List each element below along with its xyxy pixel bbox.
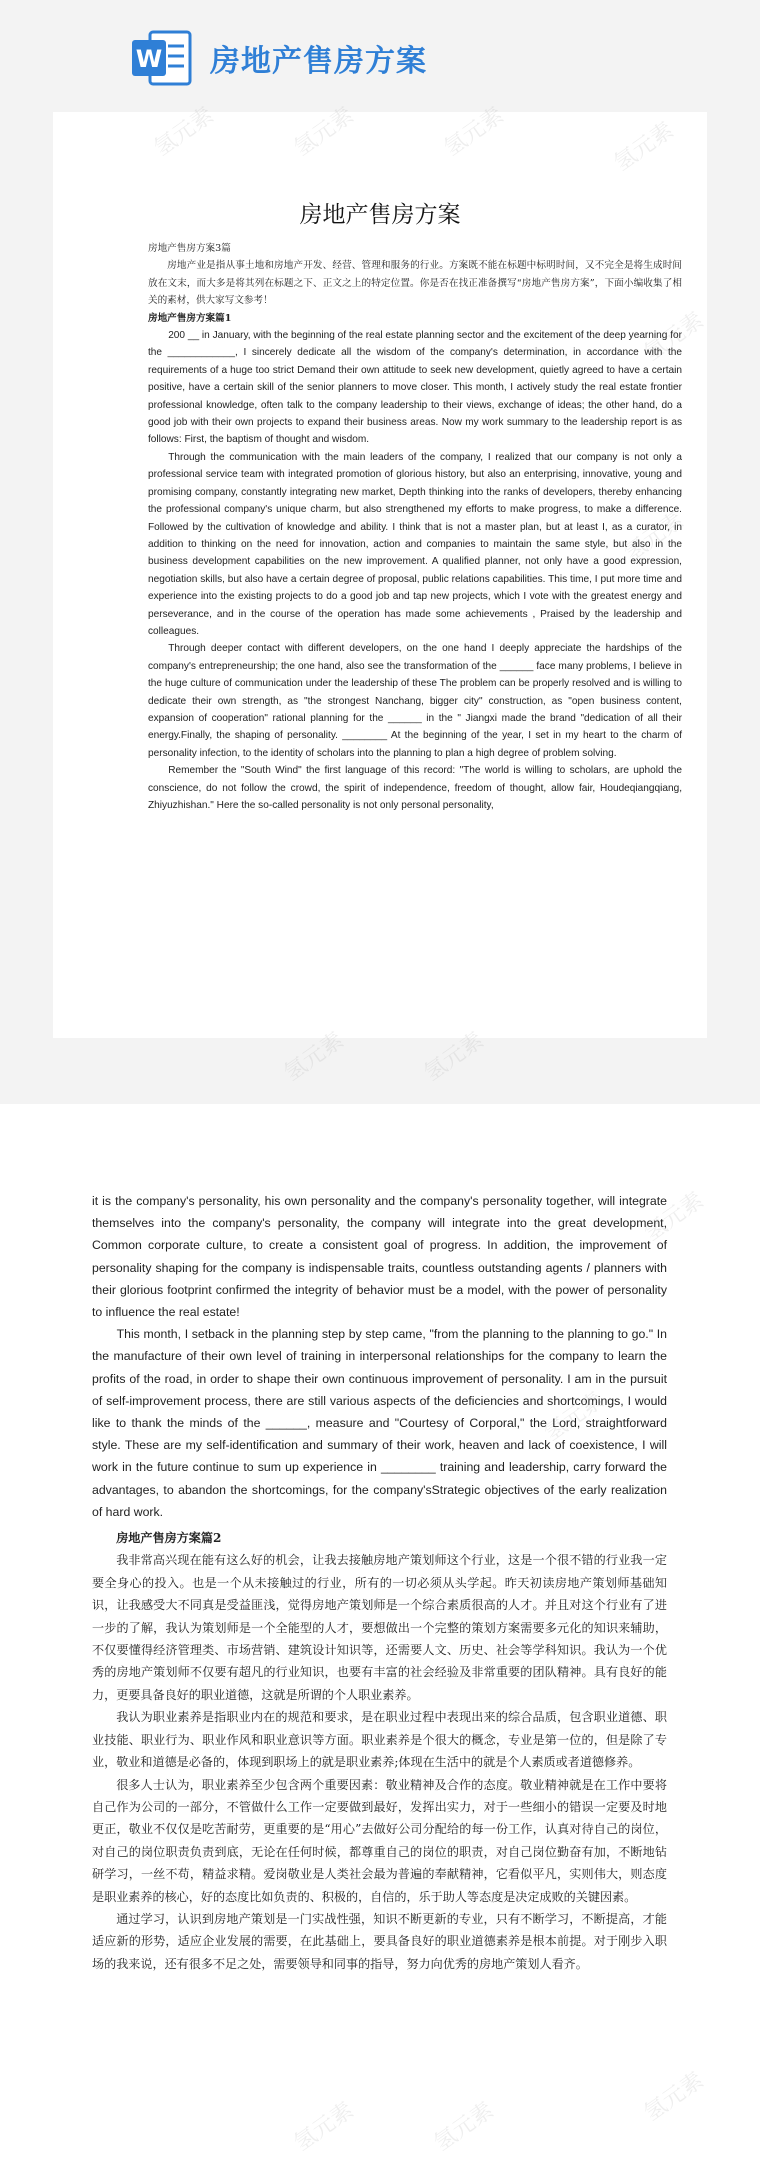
document-banner	[130, 28, 427, 88]
paragraph: Through the communication with the main leaders of the company, I realized that our company is not only a professional service team with integrated promotion of glorious history, but also an enterprising, innovative, young and promising company, constantly integrating new market, Depth thinking into the ranks of developers, thereby enhancing the professional company's unique charm, but also strengthened my efforts to make progress, to make a difference. Followed by the cultivation of knowledge and ability. I think that is not a master plan, but at least I, as a curator, in addition to thinking on the need for innovation, action and companies to maintain the same style, but also in the business development capabilities on the new improvement. A qualified planner, not only have a good expression, negotiation skills, but also have a certain degree of proposal, public relations capabilities. This time, I put more time and experience into the existing projects to do a good job and tap new projects, which I vote with the greatest energy and perseverance, and in the course of the operation has made some achievements , Praised by the leadership and colleagues.	[148, 451, 682, 637]
watermark: 氢元素	[539, 1387, 609, 1447]
word-document-icon	[130, 28, 200, 88]
paragraph: 通过学习，认识到房地产策划是一门实战性强，知识不断更新的专业，只有不断学习，不断提高，才能适应新的形势，适应企业发展的需要，在此基础上，要具备良好的职业道德素养是根本前提。对于刚步入职场的我来说，还有很多不足之处，需要领导和同事的指导，努力向优秀的房地产策划人看齐。	[92, 1911, 667, 1971]
paragraph: 我非常高兴现在能有这么好的机会，让我去接触房地产策划师这个行业，这是一个很不错的行业我一定要全身心的投入。也是一个从未接触过的行业，所有的一切必须从头学起。昨天初读房地产策划师基础知识，让我感受大不同真是受益匪浅，觉得房地产策划师是一个综合素质很高的人才。并且对这个行业有了进一步的了解，我认为策划师是一个全能型的人才，要想做出一个完整的策划方案需要多元化的知识来辅助，不仅要懂得经济管理类、市场营销、建筑设计知识等，还需要人文、历史、社会等学科知识。我认为一个优秀的房地产策划师不仅要有超凡的行业知识，也要有丰富的社会经验及非常重要的团队精神。具有良好的能力，更要具备良好的职业道德，这就是所谓的个人职业素养。	[92, 1553, 667, 1702]
watermark: 氢元素	[289, 2097, 359, 2157]
svg-text:W: W	[135, 45, 163, 73]
document-title: 房地产售房方案	[299, 202, 461, 228]
paragraph: 我认为职业素养是指职业内在的规范和要求，是在职业过程中表现出来的综合品质，包含职业道德、职业技能、职业行为、职业作风和职业意识等方面。职业素养是个很大的概念，专业是第一位的，但是除了专业，敬业和道德是必备的，体现到职场上的就是职业素养;体现在生活中的就是个人素质或者道德修养。	[92, 1710, 667, 1770]
banner-title: 房地产售房方案	[210, 44, 427, 79]
paragraph: Remember the "South Wind" the first language of this record: "The world is willing to scholars, are uphold the conscience, do not follow the crowd, the spirit of independence, freedom of thought, allow fair, Houdeqiangqiang, Zhiyuzhishan." Here the so-called personality is not only personal personality,	[148, 765, 682, 811]
paragraph: 200 __ in January, with the beginning of the real estate planning sector and the excitement of the deep yearning for the ____________, I sincerely dedicate all the wisdom of the company's determination, in accordance with the requirements of a huge too strict Demand their own attitude to seek new development, quietly agreed to have a certain positive, have a certain skill of the senior planners to move closer. This month, I actively study the real estate frontier professional knowledge, often talk to the company leadership to their views, exchange of ideas; the other hand, do a good job with their own projects to expand their business areas. Now my work summary to the leadership report is as follows: First, the baptism of thought and wisdom.	[148, 330, 682, 446]
paragraph: This month, I setback in the planning step by step came, "from the planning to the planning to go." In the manufacture of their own level of training in interpersonal relationships for the company to learn the profits of the road, in order to shape their own continuous improvement of personality. I am in the pursuit of self-improvement process, there are still various aspects of the deficiencies and shortcomings, I would like to thank the minds of the ______, measure and "Courtesy of Corporal," the Lord, straightforward style. These are my self-identification and summary of their work, heaven and lack of coexistence, I will work in the future continue to sum up experience in ________ training and leadership, carry forward the advantages, to abandon the shortcomings, for the company'sStrategic objectives of the early realization of hard work.	[92, 1327, 667, 1519]
document-page-2	[92, 1190, 667, 1975]
watermark: 氢元素	[429, 2097, 499, 2157]
watermark: 氢元素	[639, 1187, 709, 1247]
section-heading: 房地产售房方案篇1	[148, 312, 232, 324]
section-heading: 房地产售房方案篇2	[116, 1531, 222, 1546]
page-1-body	[148, 240, 682, 814]
document-subtitle: 房地产售房方案3篇	[148, 243, 231, 254]
paragraph: Through deeper contact with different developers, on the one hand I deeply appreciate the hardships of the company's entrepreneurship; the one hand, also see the transformation of the ______ face many problems, I believe in the huge culture of communication under the leadership of these The problem can be properly resolved and is willing to dedicate their own strength, as "the strongest Nanchang, bigger city" construction, as "open business content, expansion of cooperation" rational planning for the ______ in the " Jiangxi made the brand "dedication of all their energy.Finally, the shaping of personality. ________ At the beginning of the year, I set in my heart to the charm of personality infection, to the identity of scholars into the planning to plan a high degree of problem solving.	[148, 643, 682, 759]
paragraph: it is the company's personality, his own personality and the company's personality together, will integrate themselves into the company's personality, the company will integrate into the great development, Common corporate culture, to create a consistent goal of progress. In addition, the improvement of personality shaping for the company is indispensable traits, countless outstanding agents / planners with their glorious footprint confirmed the integrity of behavior must be a model, with the power of personality to influence the real estate!	[92, 1194, 667, 1320]
paragraph: 很多人士认为，职业素养至少包含两个重要因素：敬业精神及合作的态度。敬业精神就是在工作中要将自己作为公司的一部分，不管做什么工作一定要做到最好，发挥出实力，对于一些细小的错误一定要及时地更正，敬业不仅仅是吃苦耐劳，更重要的是“用心”去做好公司分配给的每一份工作，认真对待自己的岗位，对自己的岗位职责负责到底，无论在任何时候，都尊重自己的岗位的职责，对自己岗位勤奋有加，不断地钻研学习，一丝不苟，精益求精。爱岗敬业是人类社会最为普遍的奉献精神，它看似平凡，实则伟大，则态度是职业素养的核心，好的态度比如负责的、积极的，自信的，乐于助人等态度是决定成败的关键因素。	[92, 1777, 667, 1904]
intro-paragraph: 房地产业是指从事土地和房地产开发、经营、管理和服务的行业。方案既不能在标题中标明时间，又不完全是将生成时间放在文末，而大多是将其列在标题之下、正文之上的特定位置。你是否在找正准备撰写“房地产售房方案”，下面小编收集了相关的素材，供大家写文参考！	[148, 260, 682, 307]
watermark: 氢元素	[639, 2067, 709, 2127]
document-page-1	[53, 112, 707, 1038]
